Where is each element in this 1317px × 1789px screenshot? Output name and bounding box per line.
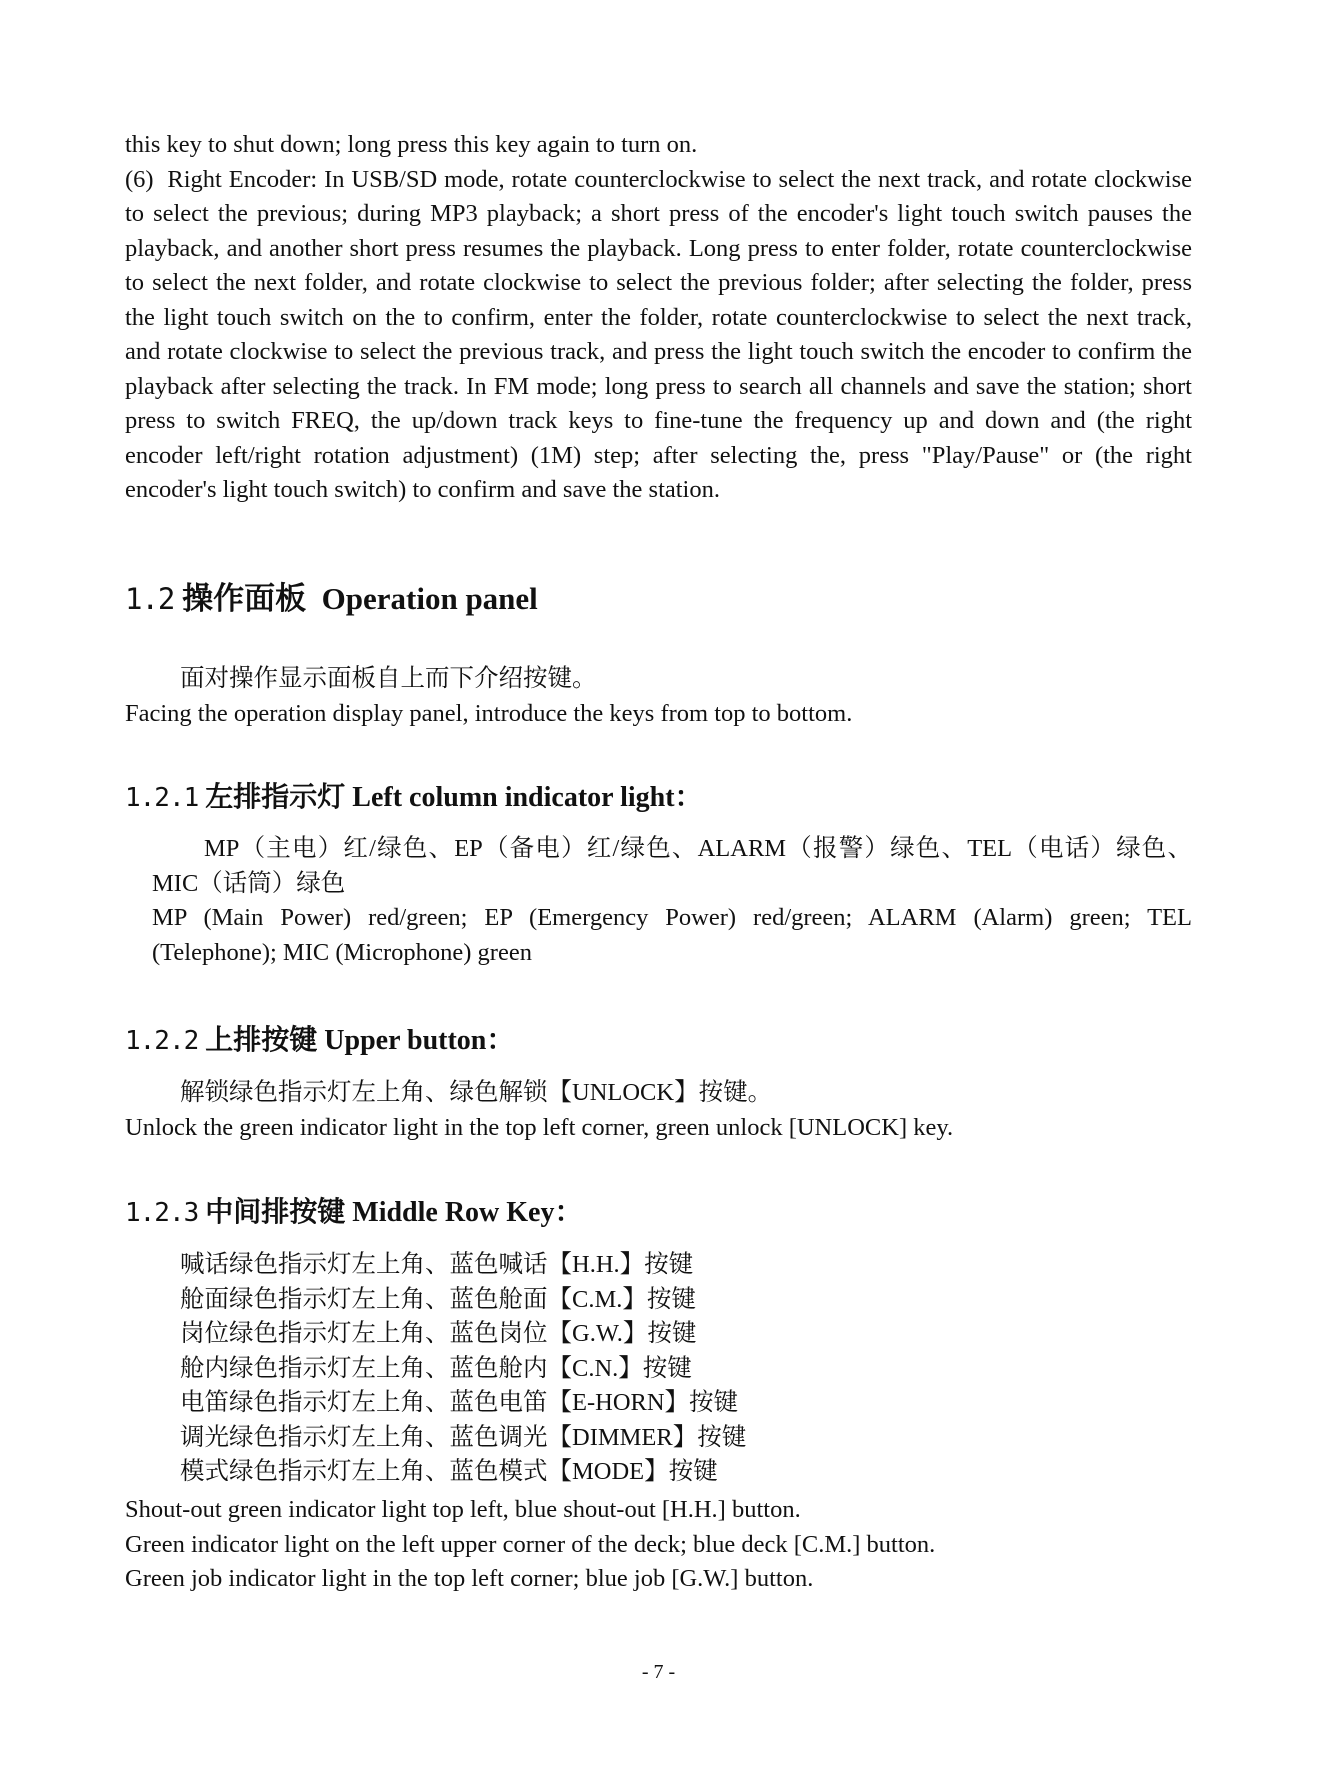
subsection-title: 上排按键 Upper button： [205,1025,515,1056]
list-item: Green indicator light on the left upper corner of the deck; blue deck [C.M.] button. [125,1530,936,1558]
section-1-2-1-body [125,832,1192,970]
list-item: 喊话绿色指示灯左上角、蓝色喊话【H.H.】按键 [180,1251,694,1278]
list-item: 模式绿色指示灯左上角、蓝色模式【MODE】按键 [180,1458,718,1485]
list-item: 岗位绿色指示灯左上角、蓝色岗位【G.W.】按键 [180,1320,697,1347]
subsection-title: 中间排按键 Middle Row Key： [205,1197,583,1228]
list-item: 调光绿色指示灯左上角、蓝色调光【DIMMER】按键 [180,1423,747,1451]
section-number: 1.2 [125,582,175,616]
encoder-paragraph: (6) Right Encoder: In USB/SD mode, rotate counterclockwise to select the next track, and rotate clockwise to select the previous; during MP3 playback; a short press of the encoder's light touch switch pauses the playback, and another short press resumes the playback. Long press to enter folder, rotate counterclockwise to select the next folder, and rotate clockwise to select the previous folder; after selecting the folder, press the light touch switch on the to confirm, enter the folder, rotate counterclockwise to select the next track, and rotate clockwise to select the previous track, and press the light touch switch the encoder to confirm the playback after selecting the track. In FM mode; long press to search all channels and save the station; short press to switch FREQ, the up/down track keys to fine-tune the frequency up and down and (the right encoder left/right rotation adjustment) (1M) step; after selecting the, press "Play/Pause" or (the right encoder's light touch switch) to confirm and save the station. [125,165,1192,503]
list-item: 电笛绿色指示灯左上角、蓝色电笛【E-HORN】按键 [180,1389,739,1416]
encoder-section [125,128,1192,508]
subsection-title: 左排指示灯 Left column indicator light： [205,782,703,813]
list-item: Shout-out green indicator light top left, blue shout-out [H.H.] button. [125,1496,801,1523]
list-item: 舱内绿色指示灯左上角、蓝色舱内【C.N.】按键 [180,1354,692,1382]
key-list-cn [125,1248,1192,1490]
subsection-heading [125,1194,1192,1232]
section-1-2-3 [125,1194,1192,1232]
cn-text: 解锁绿色指示灯左上角、绿色解锁【UNLOCK】按键。 [180,1079,773,1106]
subsection-number: 1.2.3 [125,1198,199,1228]
subsection-number: 1.2.2 [125,1026,199,1056]
section-heading [125,579,1192,619]
en-text: Unlock the green indicator light in the top left corner, green unlock [UNLOCK] key. [125,1113,954,1141]
section-title: 操作面板 Operation panel [182,581,538,616]
cn-text: 面对操作显示面板自上而下介绍按键。 [180,665,597,692]
intro-continuation: this key to shut down; long press this key again to turn on. [125,131,698,158]
en-text: Facing the operation display panel, introduce the keys from top to bottom. [125,699,853,727]
subsection-heading [125,1022,1192,1060]
section-1-2-2-body [125,1076,1192,1145]
list-item: Green job indicator light in the top left corner; blue job [G.W.] button. [125,1565,814,1592]
section-1-2-2 [125,1022,1192,1060]
page-number: - 7 - [641,1661,676,1683]
cn-text: MP（主电）红/绿色、EP（备电）红/绿色、ALARM（报警）绿色、TEL（电话）绿色、MIC（话筒）绿色 [152,835,1192,897]
key-list-en [125,1493,1192,1597]
section-1-2-body [125,662,1192,731]
en-text: MP (Main Power) red/green; EP (Emergency Power) red/green; ALARM (Alarm) green; TEL (Telephone); MIC (Microphone) green [152,904,1192,966]
subsection-number: 1.2.1 [125,783,199,813]
section-1-2 [125,579,1192,619]
subsection-heading [125,779,1192,817]
list-item: 舱面绿色指示灯左上角、蓝色舱面【C.M.】按键 [180,1285,696,1313]
section-1-2-1 [125,779,1192,817]
